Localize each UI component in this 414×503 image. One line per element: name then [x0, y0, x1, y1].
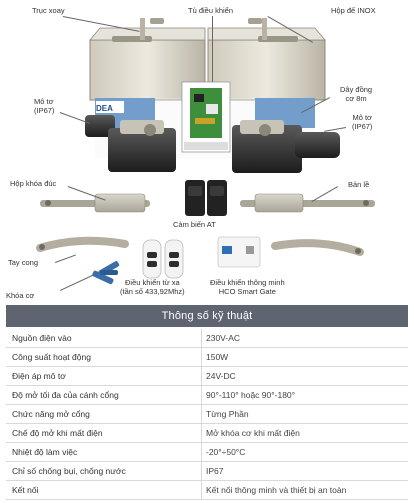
spec-value: Mở khóa cơ khi mất điện [201, 424, 408, 442]
spec-value: 230V-AC [201, 329, 408, 347]
table-row [6, 367, 408, 386]
spec-value: IP67 [201, 462, 408, 480]
spec-value: 90°-110° hoặc 90°-180° [201, 386, 408, 404]
table-row [6, 424, 408, 443]
spec-table-title: Thông số kỹ thuật [6, 305, 408, 327]
spec-value: 24V-DC [201, 367, 408, 385]
table-row [6, 348, 408, 367]
label-truc-xoay: Trục xoay [32, 6, 65, 15]
spec-key: Kết nối [12, 485, 39, 495]
spec-value: Từng Phần [201, 405, 408, 423]
table-row [6, 481, 408, 500]
spec-key: Nhiệt độ làm việc [12, 447, 78, 457]
spec-table [0, 305, 414, 503]
dea-logo: DEA [96, 104, 113, 113]
control-board [182, 82, 230, 152]
label-smart-controller: Điều khiển thông minh HCO Smart Gate [210, 278, 285, 296]
table-row [6, 405, 408, 424]
label-hop-khoa-duc: Hộp khóa đúc [10, 179, 57, 188]
spec-key: Độ mở tối đa của cánh cổng [12, 390, 119, 400]
table-row [6, 329, 408, 348]
table-row [6, 462, 408, 481]
label-tay-cong: Tay cong [8, 258, 39, 267]
spec-key: Chỉ số chống bụi, chống nước [12, 466, 126, 476]
table-row [6, 386, 408, 405]
spec-value: 150W [201, 348, 408, 366]
remote-control [143, 240, 183, 278]
hinge [240, 194, 375, 212]
spec-key: Chức năng mở cổng [12, 409, 90, 419]
label-ban-le: Bản lề [348, 180, 370, 189]
curved-arm-left [39, 241, 125, 250]
spec-value: -20°÷50°C [201, 443, 408, 461]
photocell-sensor [185, 180, 227, 216]
label-khoa-co: Khóa cơ [6, 291, 35, 300]
label-remote: Điều khiển từ xa (tần số 433,92Mhz) [120, 278, 185, 296]
motor-right [232, 120, 340, 173]
curved-arm-right [275, 243, 361, 254]
label-mo-to-left: Mô tơ (IP67) [34, 97, 55, 115]
spec-value: Kết nối thông minh và thiết bị an toàn [201, 481, 408, 499]
label-cam-bien: Cảm biến AT [173, 220, 216, 229]
leader-line [212, 16, 213, 82]
spec-key: Công suất hoạt động [12, 352, 91, 362]
table-row [6, 443, 408, 462]
label-day-dong: Dây đồng cơ 8m [340, 85, 373, 103]
label-hop-de-inox: Hộp đế INOX [331, 6, 376, 15]
spec-key: Nguồn điện vào [12, 333, 72, 343]
label-mo-to-right: Mô tơ (IP67) [352, 113, 373, 131]
mechanical-keys [92, 260, 120, 284]
spec-key: Điện áp mô tơ [12, 371, 66, 381]
label-tu-dieu-khien: Tủ điều khiển [188, 6, 234, 15]
smart-controller [218, 237, 260, 267]
spec-key: Chế độ mở khi mất điện [12, 428, 103, 438]
